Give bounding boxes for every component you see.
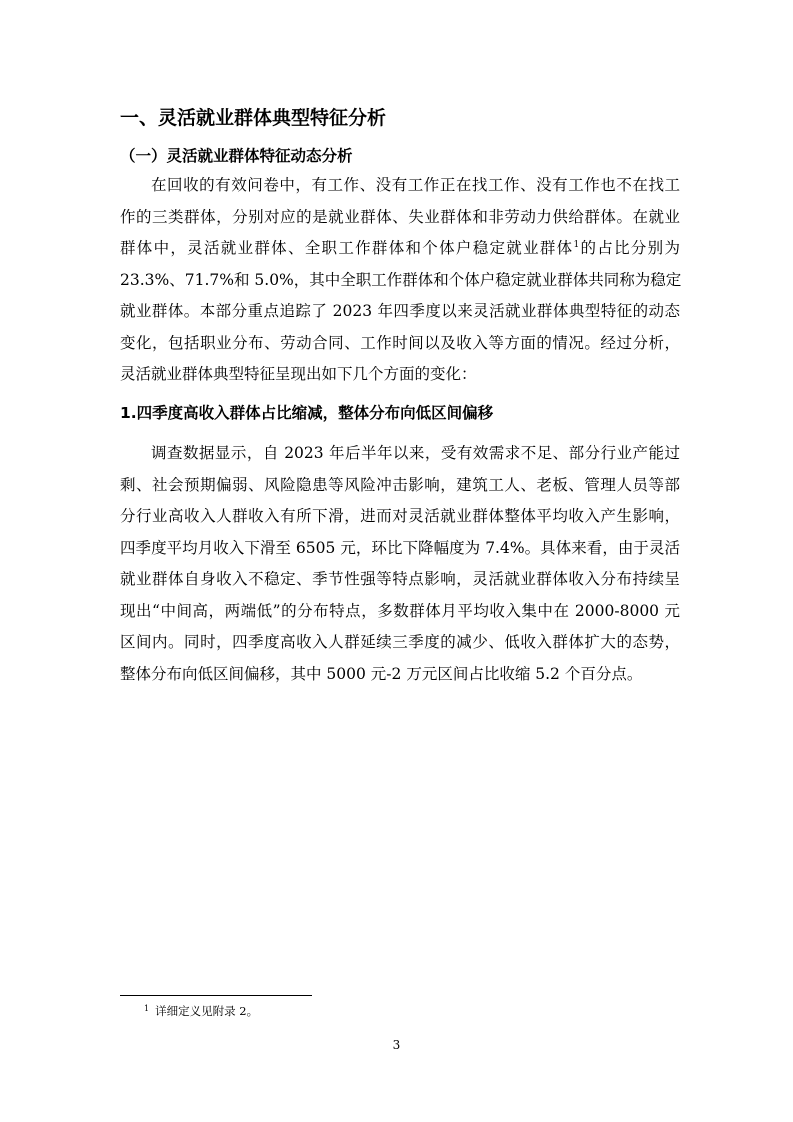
paragraph-line: 整体分布向低区间偏移，其中 5000 元-2 万元区间占比收缩 5.2 个百分点。 bbox=[120, 664, 643, 683]
paragraph-line: 四季度平均月收入下滑至 6505 元，环比下降幅度为 7.4%。具体来看，由于灵活 bbox=[120, 538, 680, 557]
footnote-marker: 1 bbox=[144, 1004, 150, 1013]
page-number: 3 bbox=[392, 1038, 401, 1052]
paragraph-line: 现出“中间高，两端低”的分布特点，多数群体月平均收入集中在 2000-8000 元 bbox=[120, 601, 680, 620]
paragraph-line: 23.3%、71.7%和 5.0%，其中全职工作群体和个体户稳定就业群体共同称为稳定 bbox=[120, 270, 682, 289]
paragraph-line-part: 的占比分别为 bbox=[579, 239, 680, 257]
paragraph-line: 就业群体自身收入不稳定、季节性强等特点影响，灵活就业群体收入分布持续呈 bbox=[120, 570, 680, 588]
section-title: 一、灵活就业群体典型特征分析 bbox=[120, 107, 387, 129]
footnote bbox=[144, 1003, 258, 1019]
paragraph-line: 区间内。同时，四季度高收入人群延续三季度的减少、低收入群体扩大的态势， bbox=[120, 633, 680, 651]
paragraph-line-part: 群体中，灵活就业群体、全职工作群体和个体户稳定就业群体 bbox=[120, 239, 574, 257]
footnote-text: 详细定义见附录 2。 bbox=[155, 1004, 259, 1018]
paragraph-income bbox=[120, 438, 680, 690]
subheading-income: 1.四季度高收入群体占比缩减，整体分布向低区间偏移 bbox=[120, 404, 494, 422]
paragraph-line: 分行业高收入人群收入有所下滑，进而对灵活就业群体整体平均收入产生影响， bbox=[120, 507, 680, 525]
paragraph-line: 在回收的有效问卷中，有工作、没有工作正在找工作、没有工作也不在找工 bbox=[151, 176, 680, 194]
footnote-separator bbox=[120, 995, 312, 996]
paragraph-line: 灵活就业群体典型特征呈现出如下几个方面的变化： bbox=[120, 365, 477, 383]
paragraph-line-with-footnote bbox=[120, 233, 680, 265]
paragraph-line: 就业群体。本部分重点追踪了 2023 年四季度以来灵活就业群体典型特征的动态 bbox=[120, 302, 680, 320]
paragraph-line: 剩、社会预期偏弱、风险隐患等风险冲击影响，建筑工人、老板、管理人员等部 bbox=[120, 475, 680, 494]
paragraph-intro bbox=[120, 170, 680, 391]
footnote-reference[interactable]: 1 bbox=[573, 240, 580, 250]
paragraph-line: 作的三类群体，分别对应的是就业群体、失业群体和非劳动力供给群体。在就业 bbox=[120, 207, 680, 226]
paragraph-line: 变化，包括职业分布、劳动合同、工作时间以及收入等方面的情况。经过分析， bbox=[120, 333, 680, 352]
subsection-title: （一）灵活就业群体特征动态分析 bbox=[120, 147, 353, 165]
paragraph-line: 调查数据显示，自 2023 年后半年以来，受有效需求不足、部分行业产能过 bbox=[151, 444, 680, 462]
